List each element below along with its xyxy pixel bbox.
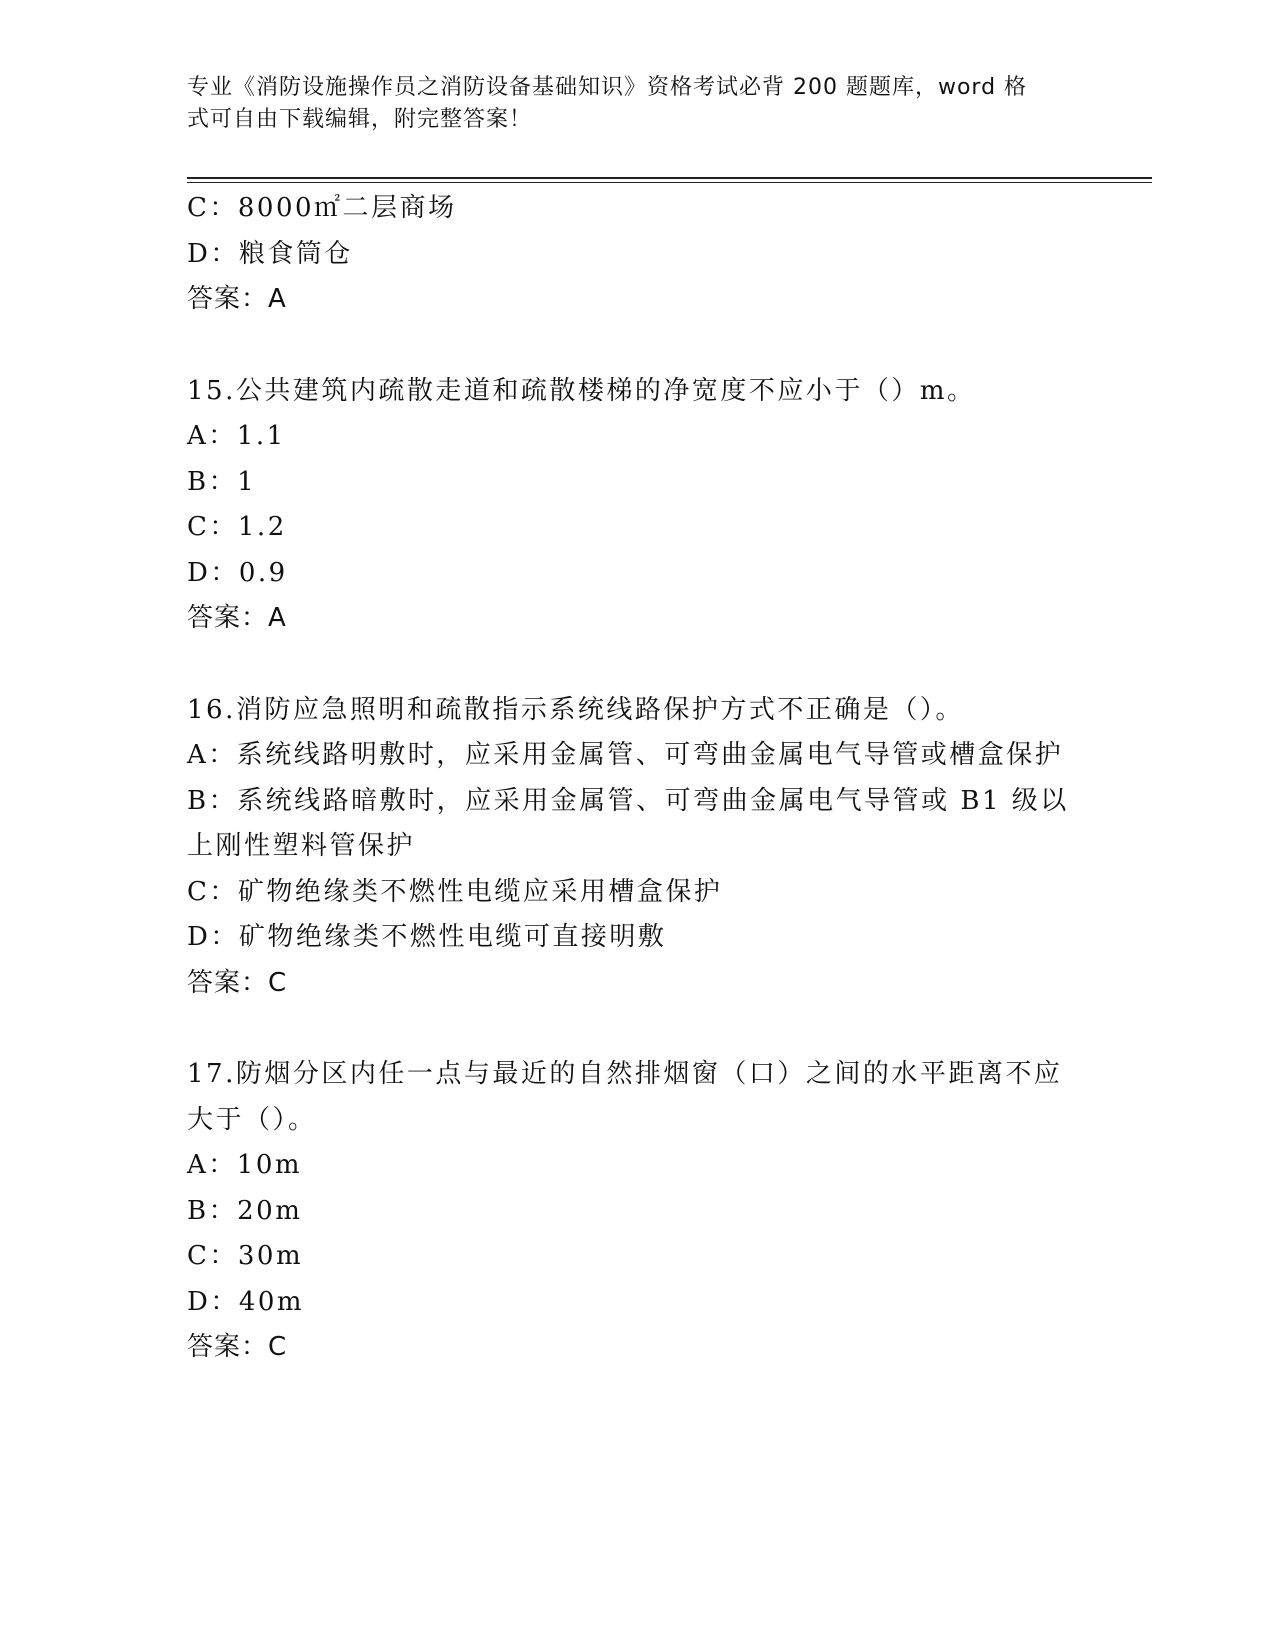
q17-answer: 答案：C <box>187 1332 288 1362</box>
q16-option-b-line-1: B：系统线路暗敷时，应采用金属管、可弯曲金属电气导管或 B1 级以 <box>187 785 1069 816</box>
q14-option-c: C：8000㎡二层商场 <box>187 193 457 223</box>
q16-option-d: D：矿物绝缘类不燃性电缆可直接明敷 <box>187 922 667 952</box>
q15-answer: 答案：A <box>187 603 287 633</box>
question-14-tail <box>187 186 1087 323</box>
q16-option-a: A：系统线路明敷时，应采用金属管、可弯曲金属电气导管或槽盒保护 <box>187 740 1064 770</box>
q15-option-a: A：1.1 <box>187 421 286 451</box>
q14-option-d: D：粮食筒仓 <box>187 238 353 269</box>
question-17 <box>187 1052 1087 1371</box>
q17-option-a: A：10m <box>187 1150 303 1180</box>
q17-option-d: D：40m <box>187 1286 305 1317</box>
q17-option-b: B：20m <box>187 1195 303 1226</box>
q16-option-c: C：矿物绝缘类不燃性电缆应采用槽盒保护 <box>187 876 723 907</box>
header-title-line-2: 式可自由下载编辑，附完整答案！ <box>187 107 533 132</box>
q16-answer: 答案：C <box>187 967 288 998</box>
q14-answer: 答案：A <box>187 284 287 314</box>
q16-option-b-line-2: 上刚性塑料管保护 <box>187 831 416 861</box>
question-list <box>187 186 1087 1371</box>
q15-option-b: B：1 <box>187 466 257 497</box>
spacer <box>187 1006 1087 1052</box>
question-15 <box>187 369 1087 642</box>
q17-stem-line-2: 大于（）。 <box>187 1104 317 1135</box>
question-16 <box>187 688 1087 1007</box>
header-divider-thick <box>187 177 1152 179</box>
spacer <box>187 642 1087 688</box>
q15-stem: 15.公共建筑内疏散走道和疏散楼梯的净宽度不应小于（）m。 <box>187 375 976 406</box>
header-divider-thin <box>187 182 1152 183</box>
q15-option-d: D：0.9 <box>187 557 288 588</box>
spacer <box>187 323 1087 369</box>
q15-option-c: C：1.2 <box>187 512 287 542</box>
header-title-line-1: 专业《消防设施操作员之消防设备基础知识》资格考试必背 200 题题库，word 格 <box>187 75 1028 100</box>
q17-stem-line-1: 17.防烟分区内任一点与最近的自然排烟窗（口）之间的水平距离不应 <box>187 1059 1063 1089</box>
q16-stem: 16.消防应急照明和疏散指示系统线路保护方式不正确是（）。 <box>187 694 964 725</box>
q17-option-c: C：30m <box>187 1241 304 1271</box>
document-header <box>187 72 1067 136</box>
